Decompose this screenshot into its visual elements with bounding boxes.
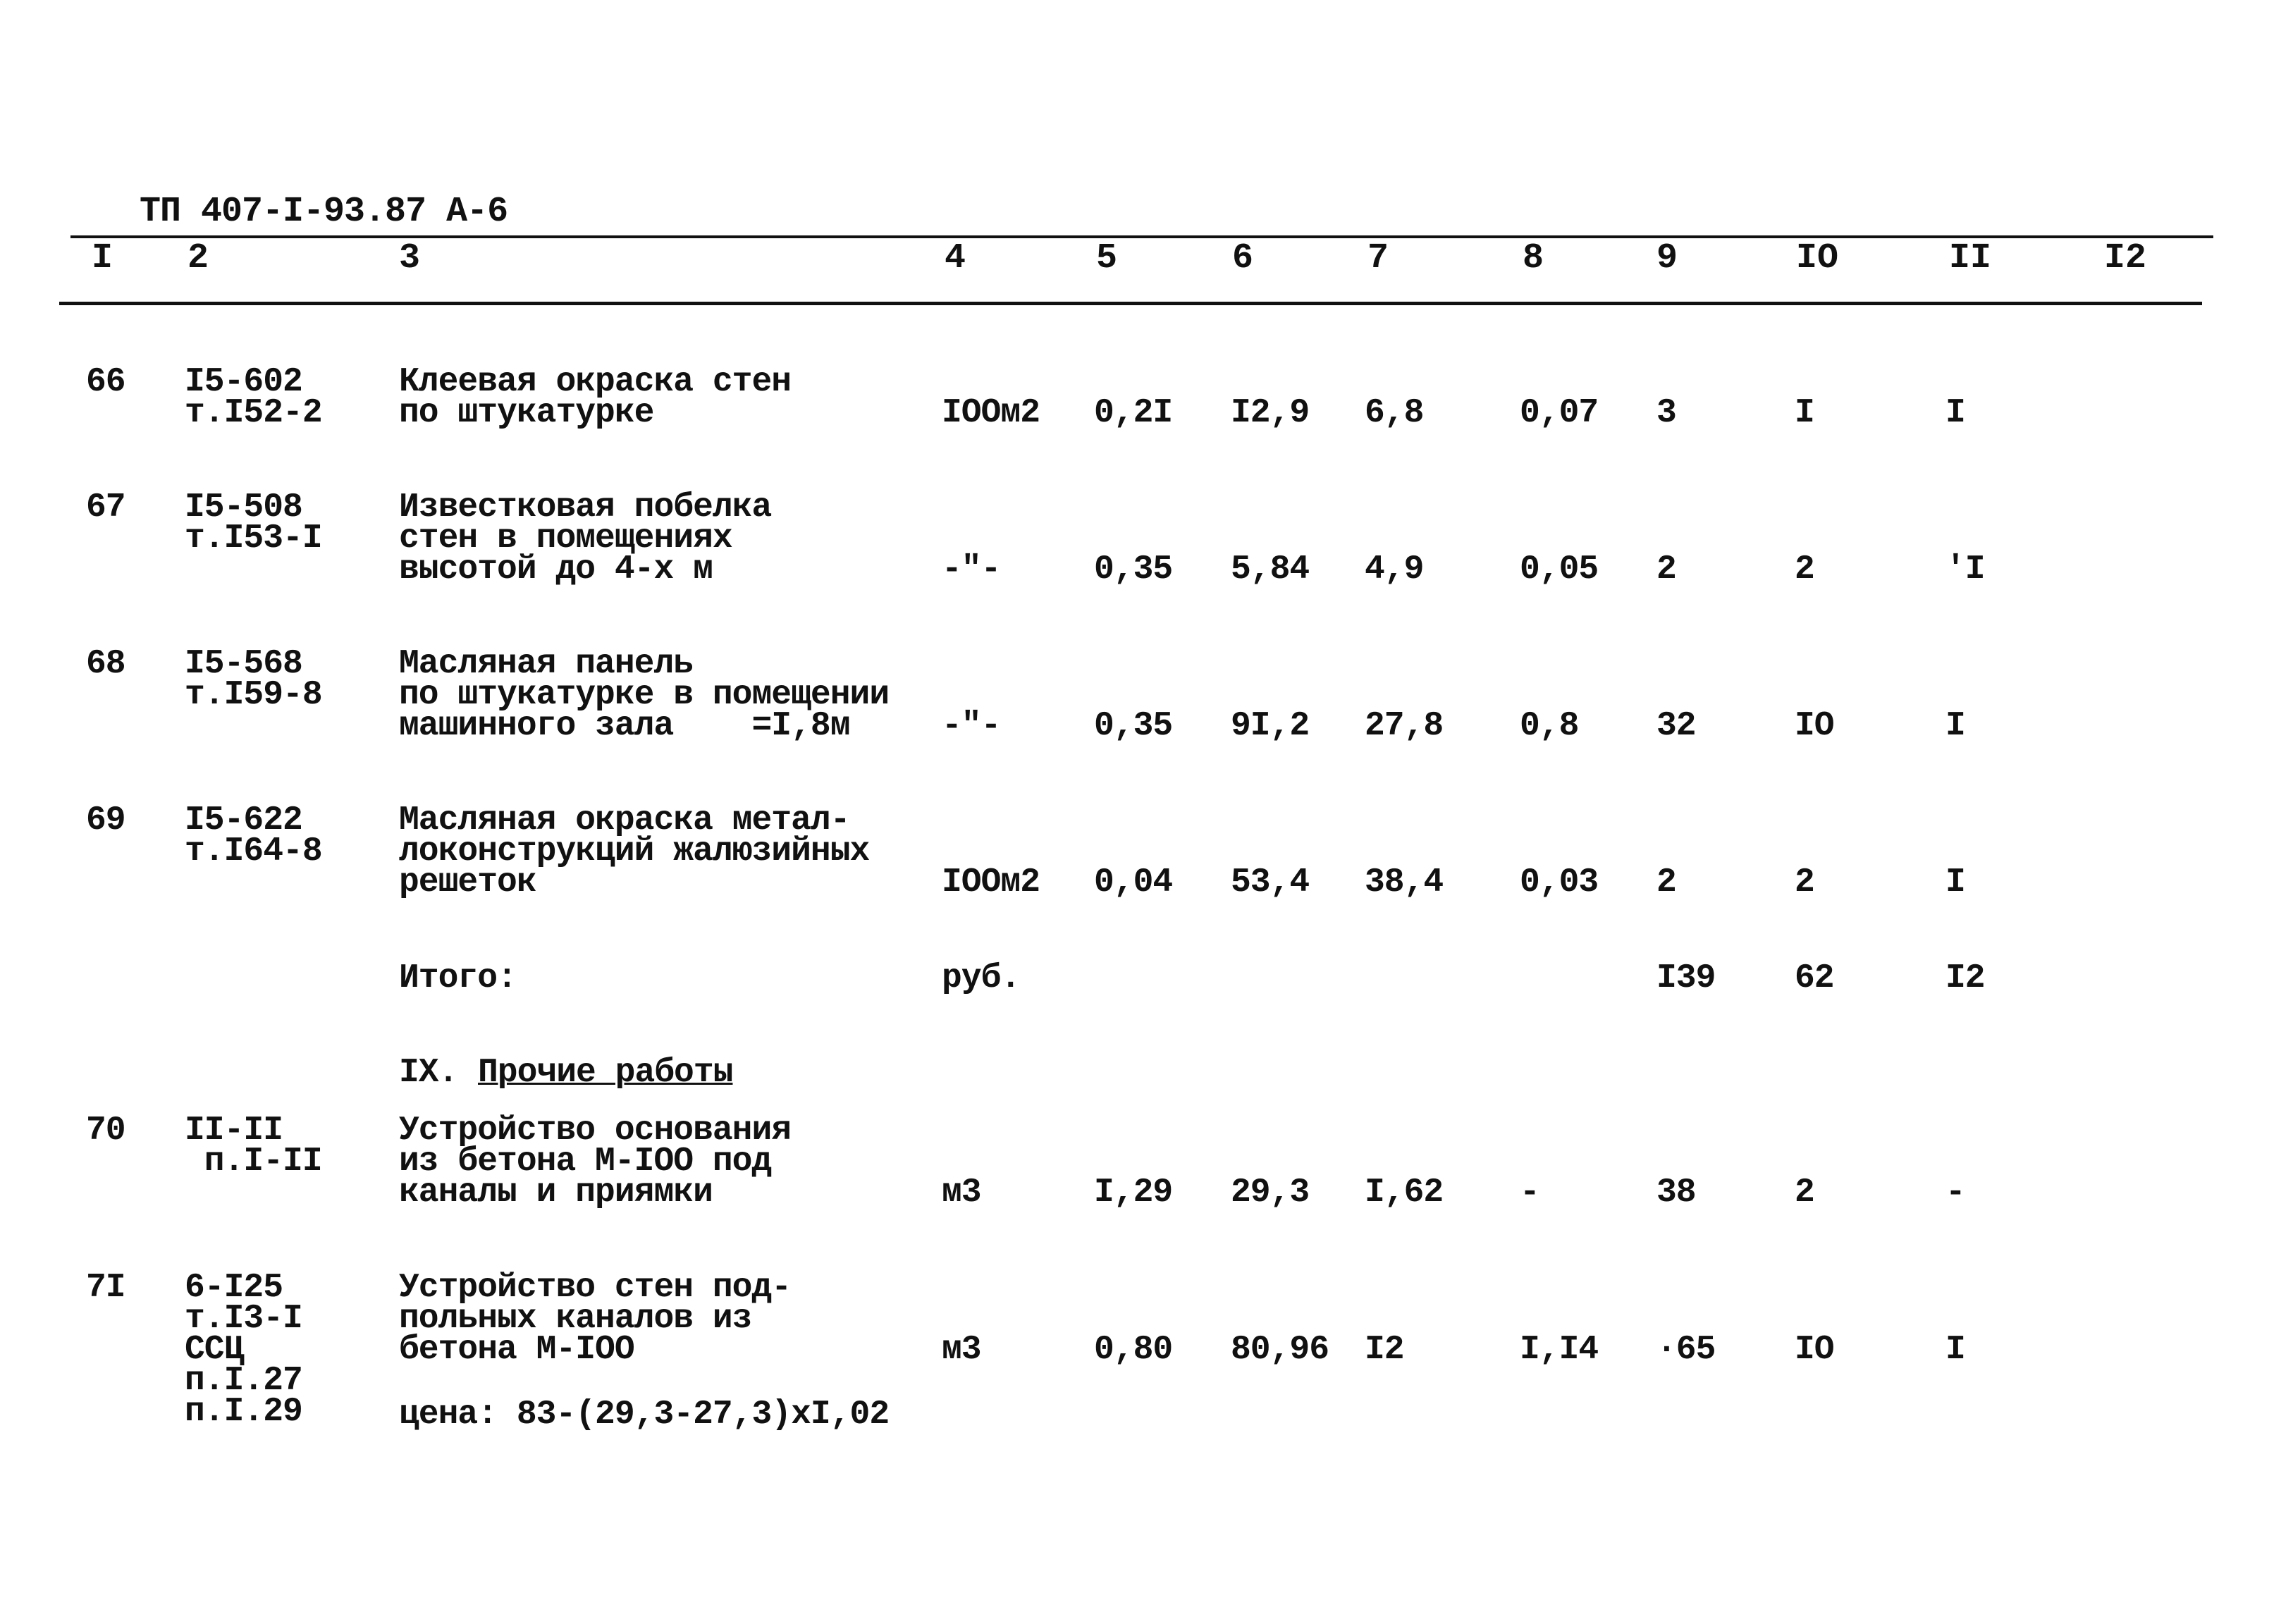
row-7I-col-10: IO (1795, 1331, 1834, 1369)
row-67-col-9: 2 (1656, 550, 1676, 589)
row-70-col-9: 38 (1656, 1174, 1696, 1212)
row-66-col-8: 0,07 (1520, 394, 1599, 432)
row-66-norm-code: I5-602 т.I52-2 (185, 363, 322, 432)
row-69-col-7: 38,4 (1365, 863, 1444, 902)
row-67-col-8: 0,05 (1520, 550, 1599, 589)
row-67-col-11: 'I (1945, 550, 1985, 589)
section-number: IX. (399, 1054, 458, 1092)
row-66-row-number: 66 (86, 363, 125, 401)
row-68-work-description: Масляная панель по штукатурке в помещении машинного зала =I,8м (399, 645, 890, 745)
row-68-col-9: 32 (1656, 707, 1696, 745)
row-7I-unit: м3 (942, 1331, 981, 1369)
column-header-8: 8 (1523, 238, 1544, 278)
row-67-col-7: 4,9 (1365, 550, 1424, 589)
row-68-col-6: 9I,2 (1231, 707, 1310, 745)
row-69-col-9: 2 (1656, 863, 1676, 902)
row-66-unit: IOOм2 (942, 394, 1040, 432)
row-67-col-5: 0,35 (1094, 550, 1173, 589)
column-header-9: 9 (1656, 238, 1678, 278)
row-7I-col-6: 80,96 (1231, 1331, 1329, 1369)
column-header-6: 6 (1232, 238, 1254, 278)
row-70-row-number: 70 (86, 1112, 125, 1150)
row-7I-col-8: I,I4 (1520, 1331, 1599, 1369)
row-66-col-11: I (1945, 394, 1965, 432)
row-69-work-description: Масляная окраска метал- локонструкций жалюзийных решеток (399, 801, 870, 902)
subtotal-label: Итого: (399, 959, 517, 997)
column-header-11: II (1949, 238, 1992, 278)
column-header-5: 5 (1096, 238, 1118, 278)
subtotal-col-10: 62 (1795, 959, 1834, 997)
row-66-work-description: Клеевая окраска стен по штукатурке (399, 363, 792, 432)
subtotal-col-9: I39 (1656, 959, 1716, 997)
row-70-col-5: I,29 (1094, 1174, 1173, 1212)
row-68-col-10: IO (1795, 707, 1834, 745)
row-66-col-10: I (1795, 394, 1814, 432)
row-70-col-6: 29,3 (1231, 1174, 1310, 1212)
column-header-3: 3 (399, 238, 421, 278)
row-68-row-number: 68 (86, 645, 125, 683)
section-title: Прочие работы (478, 1054, 733, 1092)
row-7I-norm-code: 6-I25 т.I3-I ССЦ п.I.27 п.I.29 (185, 1269, 302, 1431)
row-70-col-11: - (1945, 1174, 1965, 1212)
row-69-norm-code: I5-622 т.I64-8 (185, 801, 322, 871)
row-69-col-10: 2 (1795, 863, 1814, 902)
header-top-rule (70, 235, 2213, 238)
row-69-col-8: 0,03 (1520, 863, 1599, 902)
row-68-col-11: I (1945, 707, 1965, 745)
row-70-norm-code: II-II п.I-II (185, 1112, 322, 1181)
row-66-col-7: 6,8 (1365, 394, 1424, 432)
row-67-col-6: 5,84 (1231, 550, 1310, 589)
row-68-col-7: 27,8 (1365, 707, 1444, 745)
row-66-col-6: I2,9 (1231, 394, 1310, 432)
column-header-1: I (92, 238, 113, 278)
row-69-col-5: 0,04 (1094, 863, 1173, 902)
row-7I-col-9: ·65 (1656, 1331, 1716, 1369)
row-70-work-description: Устройство основания из бетона М-IOO под каналы и приямки (399, 1112, 792, 1212)
row-68-col-8: 0,8 (1520, 707, 1579, 745)
document-code: ТП 407-I-93.87 А-6 (140, 192, 508, 232)
row-68-norm-code: I5-568 т.I59-8 (185, 645, 322, 714)
row-7I-price-note: цена: 83-(29,3-27,3)хI,02 (399, 1396, 890, 1434)
row-70-col-7: I,62 (1365, 1174, 1444, 1212)
row-7I-col-5: 0,80 (1094, 1331, 1173, 1369)
row-69-unit: IOOм2 (942, 863, 1040, 902)
row-7I-row-number: 7I (86, 1269, 125, 1307)
row-66-col-9: 3 (1656, 394, 1676, 432)
header-bottom-rule (59, 302, 2202, 305)
row-70-unit: м3 (942, 1174, 981, 1212)
row-67-col-10: 2 (1795, 550, 1814, 589)
row-66-col-5: 0,2I (1094, 394, 1173, 432)
column-header-7: 7 (1367, 238, 1389, 278)
subtotal-unit: руб. (942, 959, 1021, 997)
row-7I-col-7: I2 (1365, 1331, 1404, 1369)
row-70-col-10: 2 (1795, 1174, 1814, 1212)
row-69-row-number: 69 (86, 801, 125, 839)
column-header-2: 2 (187, 238, 209, 278)
row-7I-col-11: I (1945, 1331, 1965, 1369)
row-67-norm-code: I5-508 т.I53-I (185, 488, 322, 558)
row-69-col-6: 53,4 (1231, 863, 1310, 902)
row-67-work-description: Известковая побелка стен в помещениях высотой до 4-х м (399, 488, 772, 589)
column-header-12: I2 (2104, 238, 2147, 278)
row-67-row-number: 67 (86, 488, 125, 527)
row-70-col-8: - (1520, 1174, 1539, 1212)
subtotal-col-11: I2 (1945, 959, 1985, 997)
row-68-col-5: 0,35 (1094, 707, 1173, 745)
row-7I-work-description: Устройство стен под- польных каналов из бетона М-IOO (399, 1269, 792, 1369)
column-header-10: IO (1796, 238, 1839, 278)
row-69-col-11: I (1945, 863, 1965, 902)
row-68-unit: -"- (942, 707, 1001, 745)
column-header-4: 4 (945, 238, 966, 278)
row-67-unit: -"- (942, 550, 1001, 589)
